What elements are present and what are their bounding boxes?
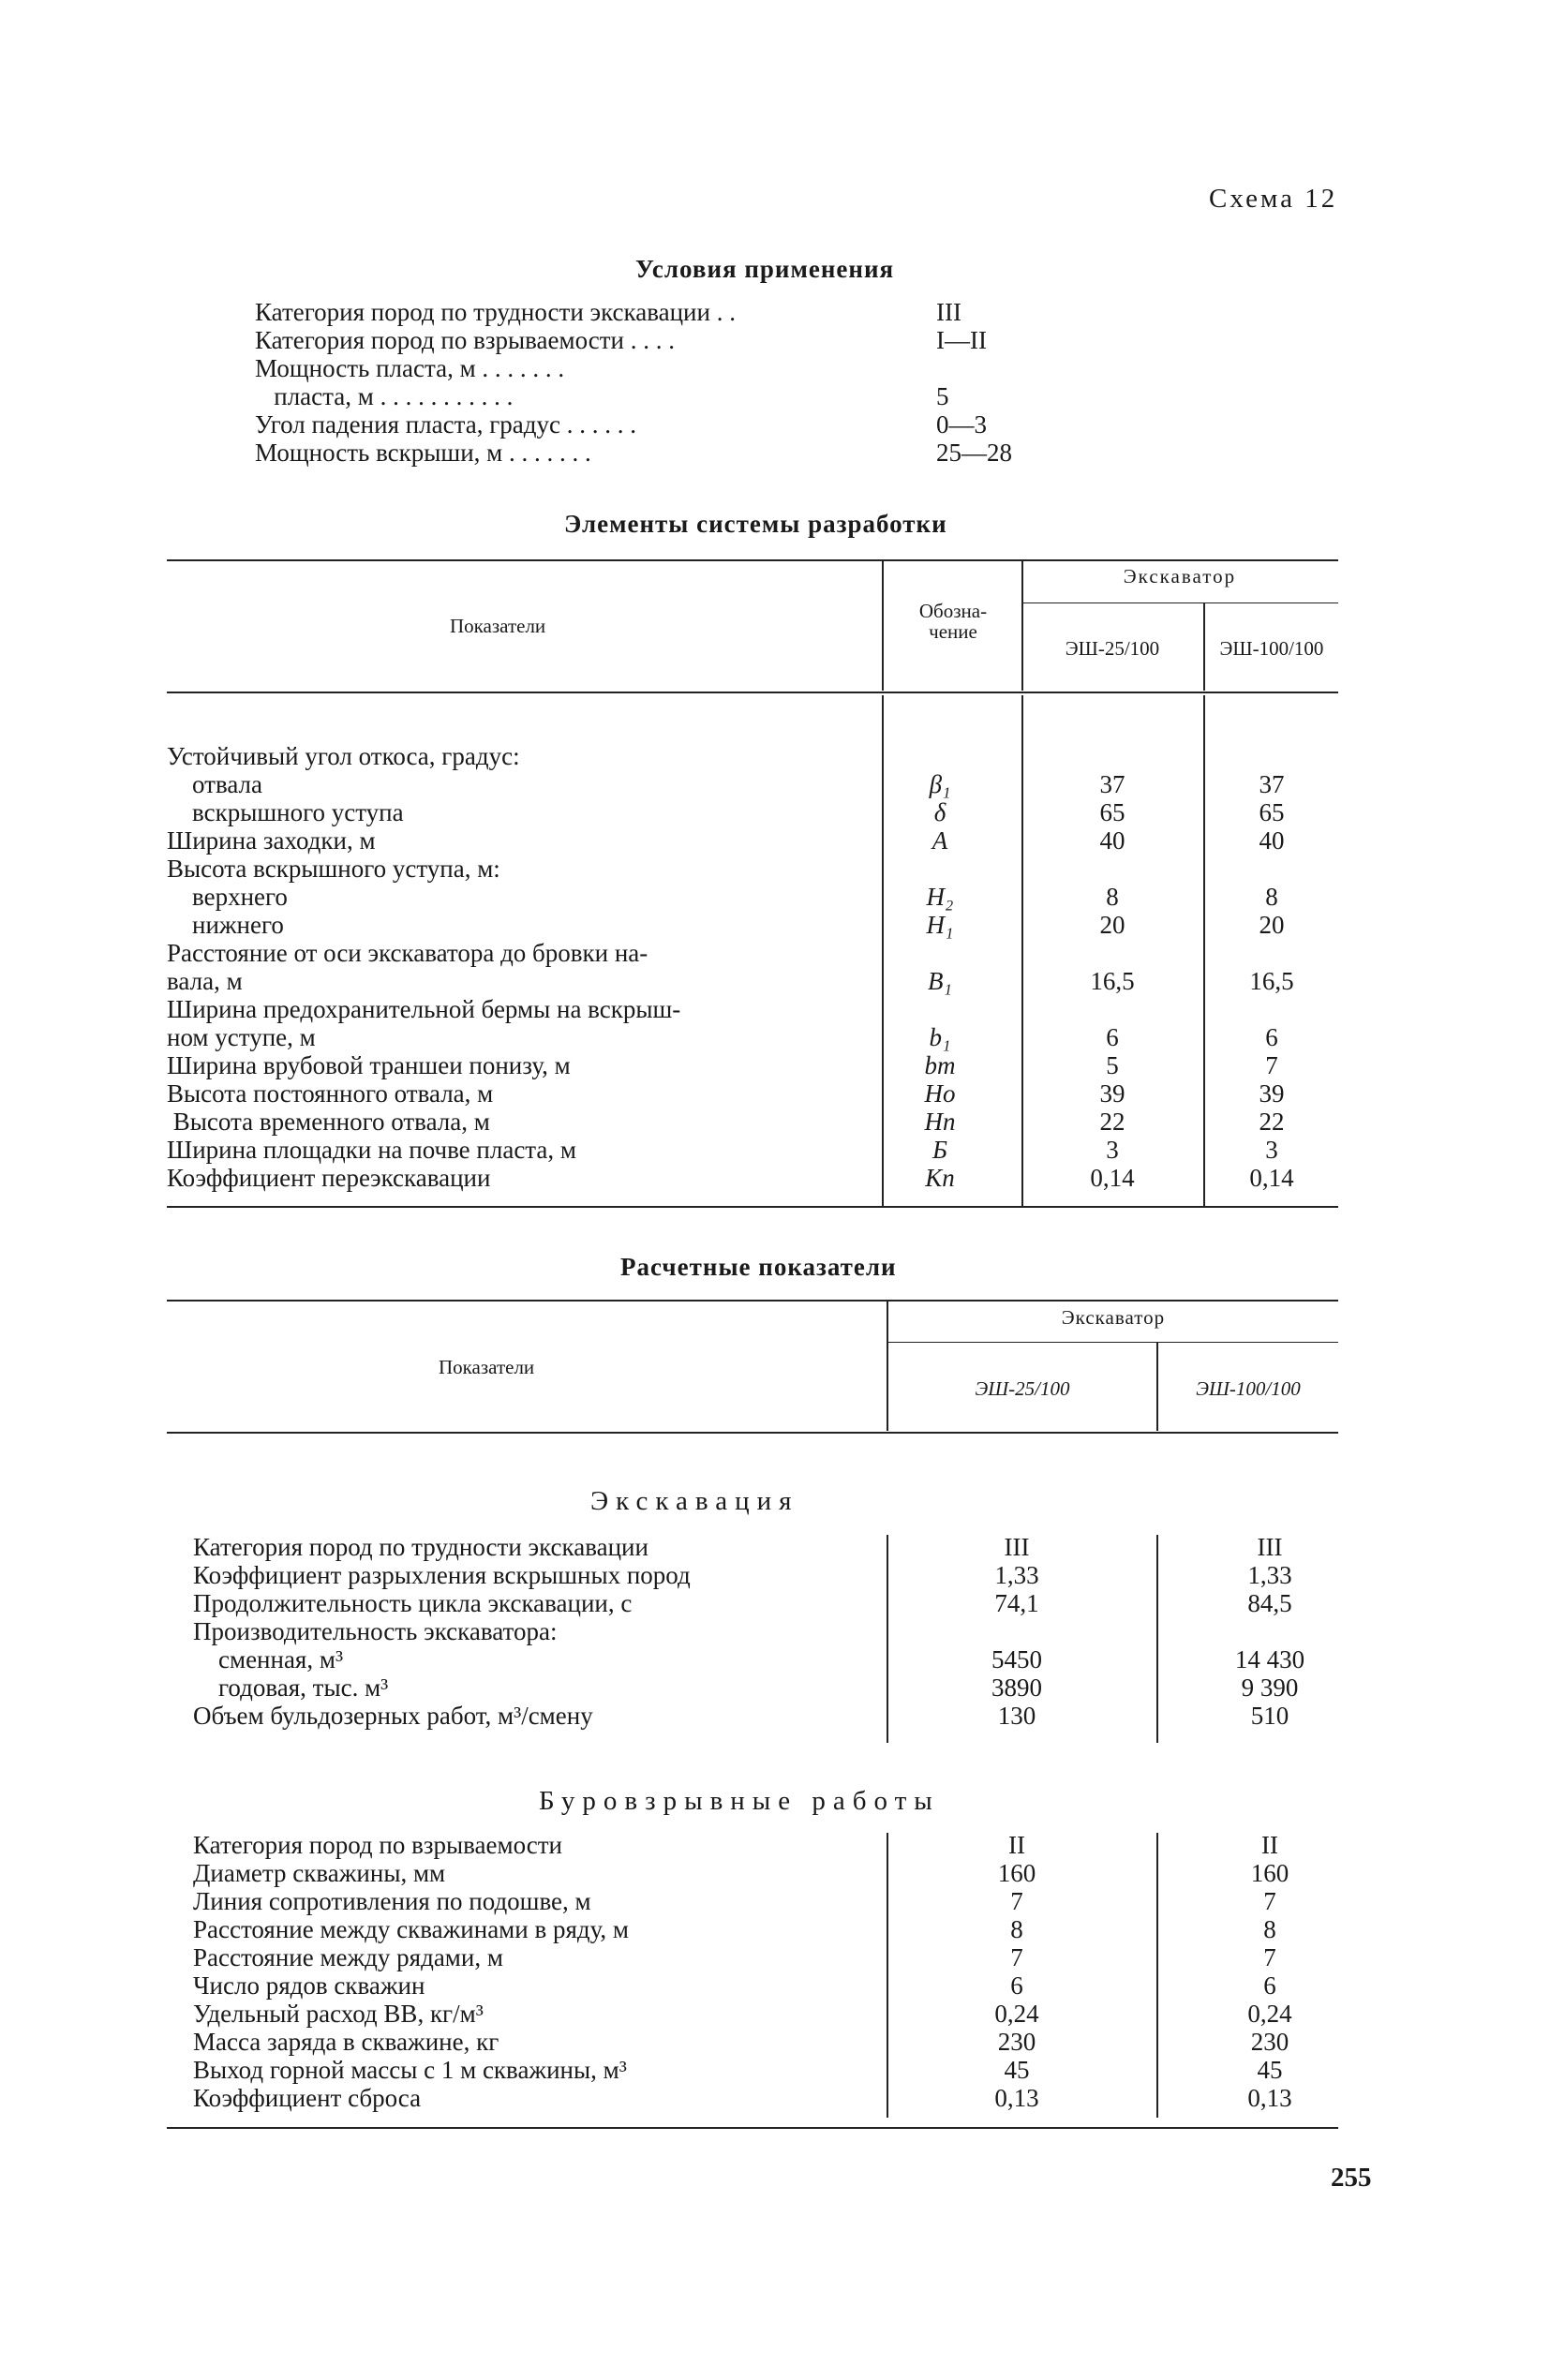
drilling-section-title: Буровзрывные работы xyxy=(539,1786,940,1816)
calc-column-header-esh-25: ЭШ-25/100 xyxy=(975,1377,1070,1400)
column-header-excavator: Экскаватор xyxy=(1123,565,1237,588)
condition-row: Мощность вскрыши, м . . . . . . . 25—28 xyxy=(255,439,1012,467)
drilling-labels: Категория пород по взрываемости Диаметр скважины, мм Линия сопротивления по подошве, м Расстояние между скважинами в ряду, м Расстояние между рядами, м Число рядов скважин Удельный расход ВВ, кг/м³ Масса заряда в скважине, кг Выход горной массы с 1 м скважины, м³ Коэффициент сброса xyxy=(193,1831,629,2112)
calc-heading: Расчетные показатели xyxy=(620,1253,897,1281)
column-divider xyxy=(887,1535,888,1743)
elements-symbols: β₁ δ A H₂ H₁ B₁ b₁ bт Hо Hп Б Kп xyxy=(924,770,956,1192)
table-rule xyxy=(888,1342,1338,1343)
elements-values-esh-25: 37 65 40 8 20 16,5 6 5 39 22 3 0,14 xyxy=(1090,770,1135,1192)
condition-row: пласта, м . . . . . . . . . . . 5 xyxy=(255,382,949,410)
elements-heading: Элементы системы разработки xyxy=(564,510,947,538)
column-divider xyxy=(1156,1833,1158,2118)
table-rule xyxy=(167,1300,1338,1302)
table-rule xyxy=(167,692,1338,693)
condition-row: Мощность пласта, м . . . . . . . xyxy=(255,354,565,382)
conditions-heading: Условия применения xyxy=(635,255,895,283)
table-rule xyxy=(167,2127,1338,2129)
column-header-designation: Обозна- чение xyxy=(918,600,988,643)
condition-row: Категория пород по трудности экскавации . . III xyxy=(255,298,961,326)
column-header-esh-100: ЭШ-100/100 xyxy=(1219,637,1324,660)
excavation-section-title: Экскавация xyxy=(590,1486,799,1516)
drilling-values-esh-100: II 160 7 8 7 6 0,24 230 45 0,13 xyxy=(1247,1831,1292,2112)
elements-values-esh-100: 37 65 40 8 20 16,5 6 7 39 22 3 0,14 xyxy=(1249,770,1294,1192)
scheme-label: Схема 12 xyxy=(1209,184,1338,214)
calc-column-header-excavator: Экскаватор xyxy=(1061,1306,1166,1329)
column-divider xyxy=(1156,1535,1158,1743)
table-rule xyxy=(1021,602,1338,603)
excavation-labels: Категория пород по трудности экскавации Коэффициент разрыхления вскрышных пород Продолжительность цикла экскавации, с Производительность экскаватора: сменная, м³ годовая, тыс. м³ Объем бульдозерных работ, м³/смену xyxy=(193,1533,691,1730)
page-number: 255 xyxy=(1331,2163,1372,2193)
table-rule xyxy=(167,1432,1338,1434)
table-rule xyxy=(167,1206,1338,1208)
column-header-indicators: Показатели xyxy=(450,615,546,637)
column-header-esh-25: ЭШ-25/100 xyxy=(1065,637,1160,660)
condition-row: Угол падения пласта, градус . . . . . . 0—3 xyxy=(255,410,987,439)
table-rule xyxy=(167,559,1338,561)
calc-column-header-indicators: Показатели xyxy=(439,1356,535,1378)
excavation-values-esh-100: III 1,33 84,5 14 430 9 390 510 xyxy=(1234,1533,1305,1730)
condition-row: Категория пород по взрываемости . . . . I—II xyxy=(255,326,987,354)
calc-column-header-esh-100: ЭШ-100/100 xyxy=(1196,1377,1301,1400)
excavation-values-esh-25: III 1,33 74,1 5450 3890 130 xyxy=(991,1533,1042,1730)
drilling-values-esh-25: II 160 7 8 7 6 0,24 230 45 0,13 xyxy=(994,1831,1039,2112)
column-divider xyxy=(887,1833,888,2118)
elements-labels: Устойчивый угол откоса, градус: отвала вскрышного уступа Ширина заходки, м Высота вскрышного уступа, м: верхнего нижнего Расстояние от оси экскаватора до бровки на- вала, м Ширина предохранительной бермы на вскрыш- ном уступе, м Ширина врубовой траншеи понизу, м Высота постоянного отвала, м Высота временного отвала, м Ширина площадки на почве пласта, м Коэффициент переэкскавации xyxy=(167,742,681,1192)
